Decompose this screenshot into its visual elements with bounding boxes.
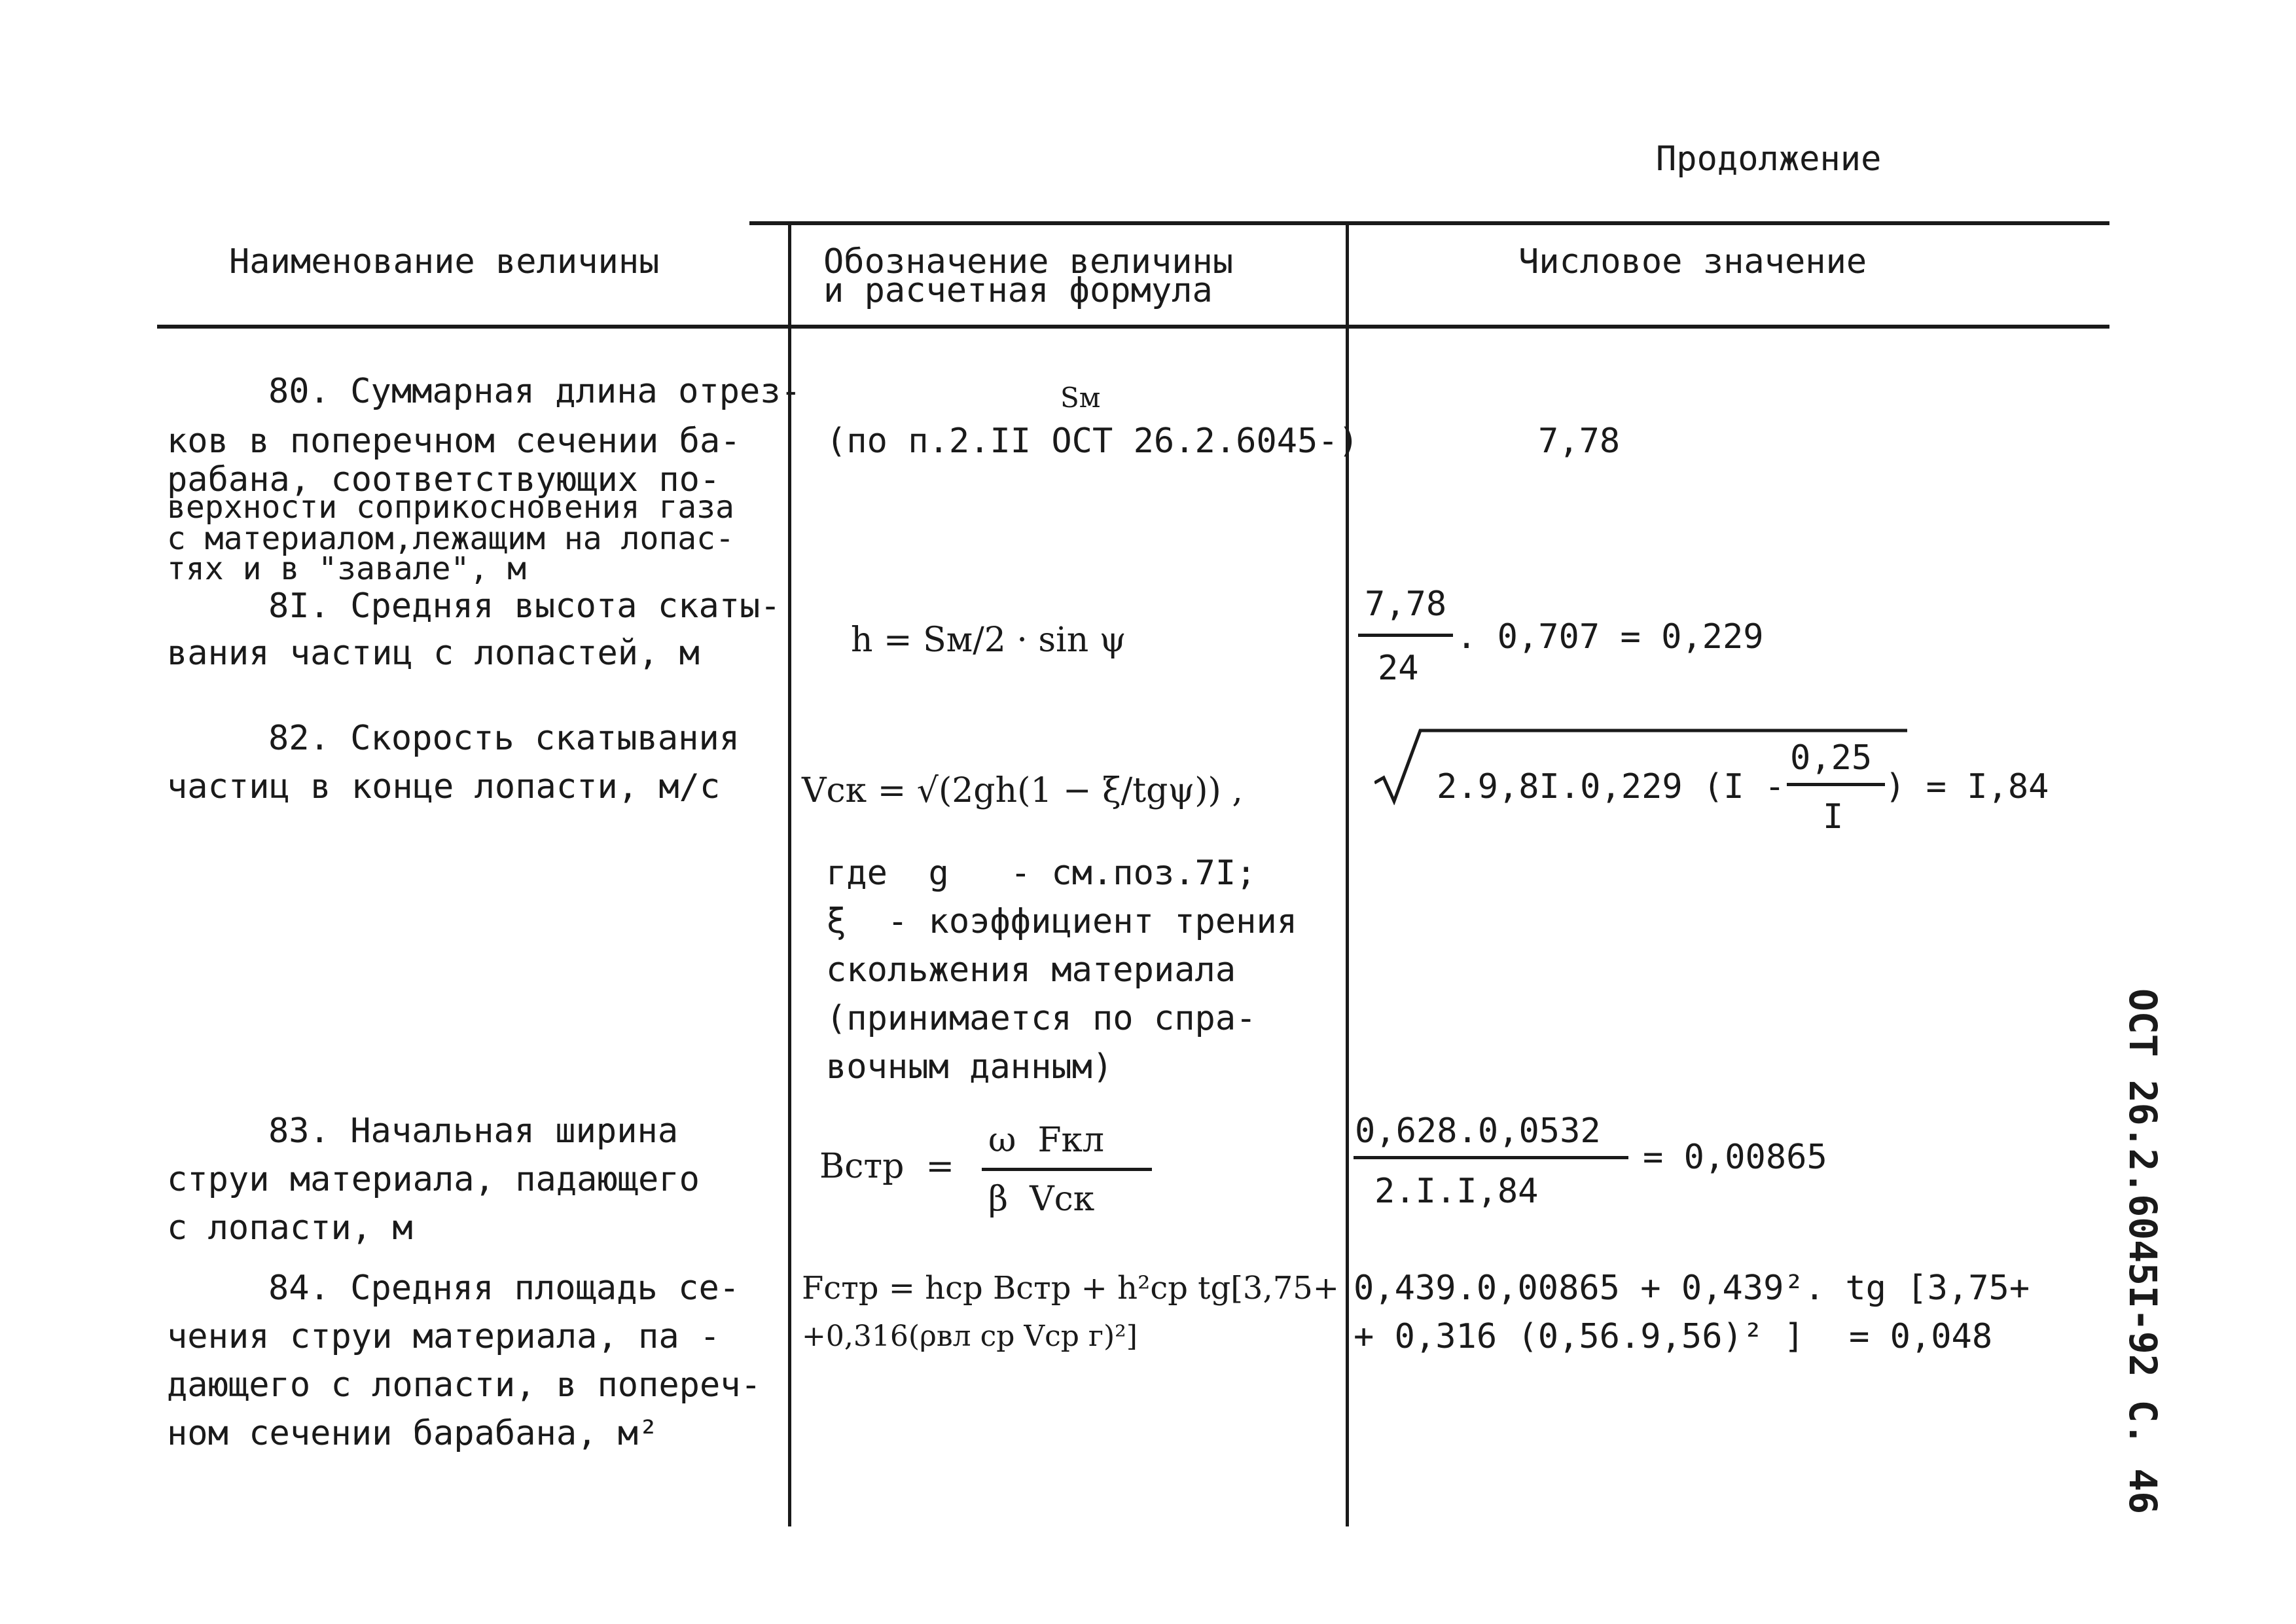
column-header-formula-line2: и расчетная формула xyxy=(823,271,1213,310)
row-84-value-result: = 0,048 xyxy=(1849,1317,1993,1356)
column-header-name: Наименование величины xyxy=(229,242,660,281)
row-81-value-denominator: 24 xyxy=(1378,649,1419,688)
row-82-value-numerator: 0,25 xyxy=(1790,738,1873,778)
column-header-value: Числовое значение xyxy=(1518,242,1867,281)
row-80-name-line: 80. Суммарная длина отрез- xyxy=(268,372,801,411)
row-83-formula-lhs: Вcтр = xyxy=(819,1147,955,1186)
row-83-value-numerator: 0,628.0,0532 xyxy=(1355,1111,1601,1151)
row-83-formula-numerator: ω Fкл xyxy=(988,1121,1105,1160)
row-81-name-line: вания частиц с лопастей, м xyxy=(167,634,700,673)
row-81-value-numerator: 7,78 xyxy=(1365,585,1447,624)
row-83-name-line: 83. Начальная ширина xyxy=(268,1111,679,1151)
row-80-name-line: с материалом,лежащим на лопас- xyxy=(167,520,734,557)
row-82-value-denominator: I xyxy=(1823,797,1844,837)
row-84-name-line: чения струи материала, па - xyxy=(167,1317,721,1356)
row-82-value-main: 2.9,8I.0,229 (I - xyxy=(1437,767,1785,806)
row-80-formula: (по п.2.II ОСТ 26.2.6045-) xyxy=(826,422,1359,461)
row-81-value-result: . 0,707 = 0,229 xyxy=(1456,617,1764,657)
column-header-formula-line1: Обозначение величины xyxy=(823,242,1234,281)
row-83-formula-denominator: β Vск xyxy=(988,1180,1095,1219)
row-81-name-line: 8I. Средняя высота скаты- xyxy=(268,586,781,626)
row-81-fraction-bar xyxy=(1358,634,1453,637)
table-top-rule xyxy=(749,221,2109,225)
row-81-formula: h = Sм/2 · sin ψ xyxy=(851,621,1126,660)
row-82-fraction-bar xyxy=(1787,783,1885,786)
row-80-name-line: верхности соприкосновения газа xyxy=(167,489,734,526)
row-83-name-line: струи материала, падающего xyxy=(167,1160,700,1199)
row-84-value-line: + 0,316 (0,56.9,56)² ] xyxy=(1354,1317,1804,1356)
row-83-value-denominator: 2.I.I,84 xyxy=(1374,1172,1539,1211)
row-82-note: (принимается по спра- xyxy=(826,999,1257,1038)
row-80-name-line: тях и в "завале", м xyxy=(167,550,527,587)
row-83-value-fraction-bar xyxy=(1354,1156,1628,1159)
row-82-value-result: ) = I,84 xyxy=(1885,767,2049,806)
row-80-name-line: ков в поперечном сечении ба- xyxy=(167,422,741,461)
document-code-stamp: ОСТ 26.2.6045I-92 С. 46 xyxy=(2121,988,2165,1515)
row-84-formula-line: +0,316(ρвл ср Vср г)²] xyxy=(802,1320,1138,1353)
column-divider-1 xyxy=(788,224,791,1526)
row-83-formula-fraction-bar xyxy=(982,1168,1152,1171)
row-83-name-line: с лопасти, м xyxy=(167,1208,413,1248)
row-82-note: скольжения материала xyxy=(826,950,1236,990)
row-80-symbol: Sм xyxy=(1060,382,1101,414)
header-bottom-rule xyxy=(157,325,2109,329)
row-84-value-line: 0,439.0,00865 + 0,439². tg [3,75+ xyxy=(1354,1269,2030,1308)
row-80-name-line: рабана, соответствующих по- xyxy=(167,460,721,499)
row-84-name-line: ном сечении барабана, м² xyxy=(167,1414,659,1453)
row-82-note: ξ - коэффициент трения xyxy=(826,902,1298,941)
continuation-label: Продолжение xyxy=(1656,139,1882,179)
row-80-value: 7,78 xyxy=(1538,422,1621,461)
row-82-note: где g - см.поз.7I; xyxy=(826,854,1257,893)
row-82-note: вочным данным) xyxy=(826,1047,1113,1087)
row-84-name-line: дающего с лопасти, в попереч- xyxy=(167,1365,761,1405)
row-82-name-line: частиц в конце лопасти, м/с xyxy=(167,767,721,806)
row-84-formula-line: Fстр = hср Встр + h²ср tg[3,75+ xyxy=(802,1270,1340,1307)
row-84-name-line: 84. Средняя площадь се- xyxy=(268,1269,740,1308)
row-83-value-result: = 0,00865 xyxy=(1643,1138,1827,1177)
row-82-formula: Vск = √(2gh(1 − ξ/tgψ)) , xyxy=(802,771,1243,810)
row-82-name-line: 82. Скорость скатывания xyxy=(268,719,740,758)
